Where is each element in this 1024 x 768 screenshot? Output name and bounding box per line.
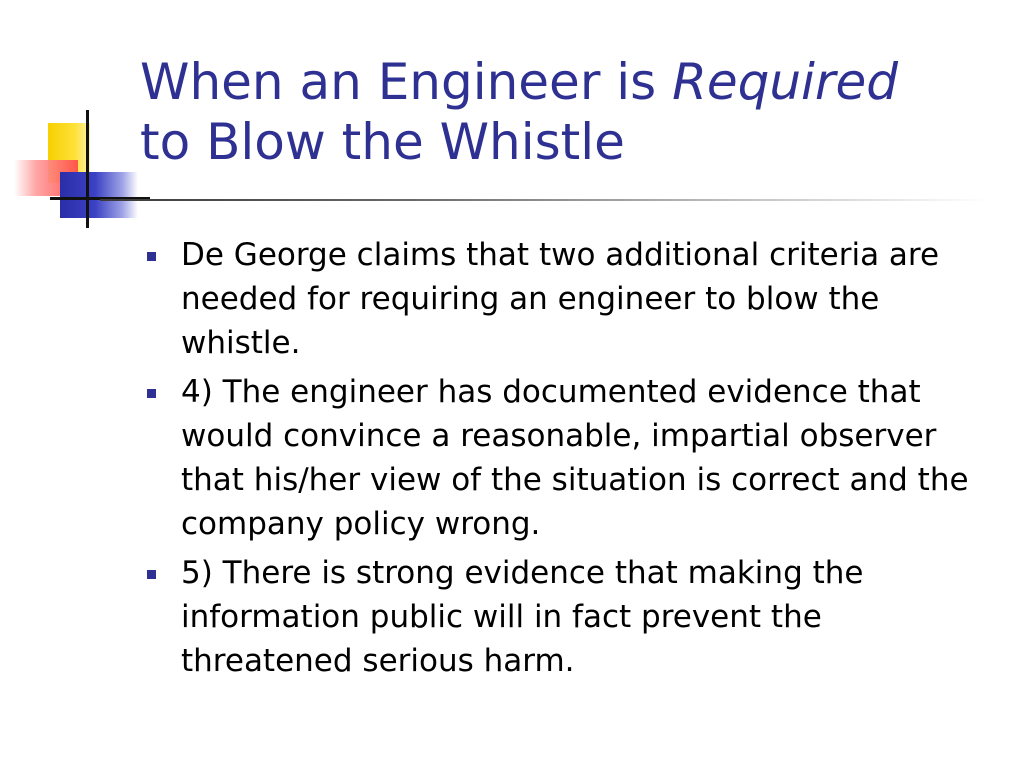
title-line1-italic: Required: [672, 53, 898, 111]
slide-title: [140, 52, 898, 172]
bullet-text: De George claims that two additional criteria are needed for requiring an engineer to blow the whistle.: [181, 237, 940, 361]
bullet-text: 4) The engineer has documented evidence that would convince a reasonable, impartial observer that his/her view of the situation is correct and the company policy wrong.: [181, 374, 969, 542]
title-line1-regular: When an Engineer is: [140, 53, 673, 111]
square-bullet-icon: [147, 570, 156, 579]
title-line2: to Blow the Whistle: [140, 113, 625, 171]
bullet-text: 5) There is strong evidence that making the information public will in fact prevent the threatened serious harm.: [181, 555, 864, 679]
bullet-item: [140, 370, 1000, 546]
blue-square: [60, 172, 138, 218]
bullet-item: [140, 551, 1000, 683]
square-bullet-icon: [147, 389, 156, 398]
title-underline-rule: [100, 199, 990, 201]
bullet-item: [140, 233, 1000, 365]
square-bullet-icon: [147, 252, 156, 261]
bullet-list: [140, 233, 1000, 688]
colored-squares-logo: [0, 100, 150, 240]
crosshair-vertical-line: [86, 110, 89, 228]
